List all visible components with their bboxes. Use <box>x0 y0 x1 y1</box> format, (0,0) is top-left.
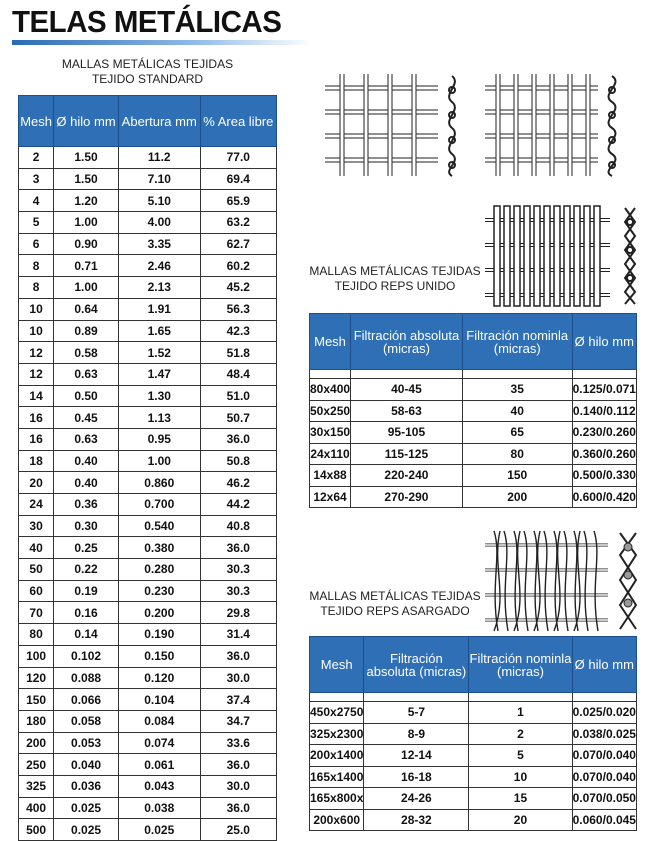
table-cell: 30.3 <box>200 580 276 602</box>
table-cell: 0.45 <box>54 407 119 429</box>
table-cell: 30 <box>19 515 54 537</box>
table-cell: 0.30 <box>54 515 119 537</box>
table-cell: 36.0 <box>200 428 276 450</box>
table-row <box>19 428 277 450</box>
table-cell: 12 <box>19 363 54 385</box>
table-row <box>310 379 637 401</box>
table-cell: 0.280 <box>118 559 200 581</box>
table-cell: 0.19 <box>54 580 119 602</box>
table-row <box>19 342 277 364</box>
column-header: Filtración absoluta (micras) <box>351 314 463 370</box>
table-cell: 48.4 <box>200 363 276 385</box>
table-row <box>19 515 277 537</box>
table-row <box>310 745 637 767</box>
table-cell: 63.2 <box>200 212 276 234</box>
table-cell: 120 <box>19 667 54 689</box>
table-cell: 50.8 <box>200 450 276 472</box>
table-cell: 25.0 <box>200 819 276 841</box>
table-cell: 1.00 <box>54 212 119 234</box>
table-cell: 42.3 <box>200 320 276 342</box>
table-row <box>310 486 637 508</box>
standard-title-line2: TEJIDO STANDARD <box>91 72 204 86</box>
table-cell: 3.35 <box>118 233 200 255</box>
table-cell: 20 <box>19 472 54 494</box>
table-row <box>310 422 637 444</box>
reps-unido-title-line1: MALLAS METÁLICAS TEJIDAS <box>309 264 481 278</box>
table-cell: 0.025/0.020 <box>572 702 636 724</box>
table-cell: 77.0 <box>200 147 276 169</box>
table-cell: 1.00 <box>118 450 200 472</box>
table-cell: 95-105 <box>351 422 463 444</box>
table-cell: 0.63 <box>54 363 119 385</box>
table-cell: 400 <box>19 797 54 819</box>
table-cell: 5-7 <box>364 702 469 724</box>
standard-table <box>18 95 277 841</box>
column-header: Mesh <box>310 637 364 693</box>
table-cell: 28-32 <box>364 809 469 831</box>
table-cell: 0.043 <box>118 775 200 797</box>
table-cell: 0.038/0.025 <box>572 723 636 745</box>
reps-asargado-table <box>309 636 637 831</box>
spacer-cell <box>469 693 572 702</box>
title-underline <box>12 40 312 45</box>
table-cell: 325 <box>19 775 54 797</box>
table-cell: 0.104 <box>118 689 200 711</box>
table-cell: 0.070/0.040 <box>572 745 636 767</box>
table-row <box>19 407 277 429</box>
table-cell: 2 <box>19 147 54 169</box>
reps-asargado-table-body <box>310 693 637 831</box>
table-row <box>19 797 277 819</box>
table-cell: 10 <box>19 320 54 342</box>
table-cell: 0.040 <box>54 754 119 776</box>
table-row <box>310 443 637 465</box>
table-row <box>310 702 637 724</box>
table-cell: 62.7 <box>200 233 276 255</box>
table-cell: 50.7 <box>200 407 276 429</box>
table-row <box>310 788 637 810</box>
table-cell: 0.190 <box>118 624 200 646</box>
table-cell: 0.36 <box>54 494 119 516</box>
table-cell: 0.95 <box>118 428 200 450</box>
table-cell: 10 <box>469 766 572 788</box>
table-cell: 100 <box>19 645 54 667</box>
reps-unido-title-line2: TEJIDO REPS UNIDO <box>334 279 456 293</box>
table-cell: 37.4 <box>200 689 276 711</box>
reps-asargado-weave-diagram <box>480 525 645 635</box>
table-cell: 36.0 <box>200 797 276 819</box>
table-cell: 0.16 <box>54 602 119 624</box>
page-title: TELAS METÁLICAS <box>12 4 282 39</box>
table-cell: 33.6 <box>200 732 276 754</box>
table-cell: 0.25 <box>54 537 119 559</box>
table-cell: 14x88 <box>310 465 351 487</box>
table-cell: 30.3 <box>200 559 276 581</box>
table-cell: 450x2750 <box>310 702 364 724</box>
table-cell: 0.230 <box>118 580 200 602</box>
spacer-row <box>310 370 637 379</box>
table-cell: 5 <box>19 212 54 234</box>
standard-table-body <box>19 147 277 841</box>
table-row <box>310 465 637 487</box>
table-cell: 60.2 <box>200 255 276 277</box>
table-cell: 0.63 <box>54 428 119 450</box>
table-cell: 6 <box>19 233 54 255</box>
standard-weave-diagram-2 <box>480 70 630 180</box>
table-cell: 30x150 <box>310 422 351 444</box>
table-cell: 1.91 <box>118 298 200 320</box>
table-cell: 14 <box>19 385 54 407</box>
spacer-cell <box>310 693 364 702</box>
table-cell: 0.070/0.040 <box>572 766 636 788</box>
column-header: Mesh <box>310 314 351 370</box>
table-row <box>19 689 277 711</box>
reps-asargado-title-line2: TEJIDO REPS ASARGADO <box>320 604 470 618</box>
table-cell: 18 <box>19 450 54 472</box>
table-cell: 20 <box>469 809 572 831</box>
table-row <box>310 723 637 745</box>
table-cell: 0.600/0.420 <box>572 486 636 508</box>
reps-unido-table-body <box>310 370 637 508</box>
table-cell: 2.13 <box>118 277 200 299</box>
table-cell: 0.125/0.071 <box>572 379 636 401</box>
table-cell: 150 <box>462 465 572 487</box>
table-cell: 1.65 <box>118 320 200 342</box>
reps-asargado-title-line1: MALLAS METÁLICAS TEJIDAS <box>309 589 481 603</box>
table-row <box>19 168 277 190</box>
table-cell: 24x110 <box>310 443 351 465</box>
reps-unido-table <box>309 313 637 508</box>
table-cell: 15 <box>469 788 572 810</box>
table-cell: 200x1400 <box>310 745 364 767</box>
table-cell: 16 <box>19 428 54 450</box>
table-cell: 1.13 <box>118 407 200 429</box>
table-cell: 0.058 <box>54 710 119 732</box>
table-cell: 44.2 <box>200 494 276 516</box>
table-cell: 0.084 <box>118 710 200 732</box>
spacer-cell <box>364 693 469 702</box>
standard-header-row <box>19 96 277 147</box>
table-row <box>19 775 277 797</box>
column-header: Filtración nominla (micras) <box>462 314 572 370</box>
column-header: Filtración absoluta (micras) <box>364 637 469 693</box>
table-cell: 3 <box>19 168 54 190</box>
table-row <box>19 602 277 624</box>
table-row <box>19 537 277 559</box>
table-cell: 51.8 <box>200 342 276 364</box>
table-row <box>19 472 277 494</box>
table-cell: 29.8 <box>200 602 276 624</box>
table-cell: 0.380 <box>118 537 200 559</box>
table-cell: 0.074 <box>118 732 200 754</box>
table-cell: 220-240 <box>351 465 463 487</box>
table-row <box>19 212 277 234</box>
table-cell: 0.540 <box>118 515 200 537</box>
table-cell: 0.71 <box>54 255 119 277</box>
table-row <box>19 645 277 667</box>
table-cell: 0.90 <box>54 233 119 255</box>
table-row <box>310 809 637 831</box>
table-cell: 0.360/0.260 <box>572 443 636 465</box>
table-cell: 1.00 <box>54 277 119 299</box>
column-header: Ø hilo mm <box>54 96 119 147</box>
table-cell: 35 <box>462 379 572 401</box>
table-cell: 200 <box>462 486 572 508</box>
table-cell: 0.230/0.260 <box>572 422 636 444</box>
table-row <box>310 400 637 422</box>
table-cell: 0.22 <box>54 559 119 581</box>
table-cell: 0.025 <box>54 819 119 841</box>
table-row <box>19 147 277 169</box>
table-cell: 65 <box>462 422 572 444</box>
table-row <box>19 819 277 841</box>
table-cell: 0.061 <box>118 754 200 776</box>
table-cell: 80 <box>19 624 54 646</box>
table-cell: 24-26 <box>364 788 469 810</box>
table-cell: 40-45 <box>351 379 463 401</box>
table-row <box>19 450 277 472</box>
table-cell: 0.025 <box>54 797 119 819</box>
table-cell: 1.30 <box>118 385 200 407</box>
table-cell: 325x2300 <box>310 723 364 745</box>
table-cell: 34.7 <box>200 710 276 732</box>
table-row <box>19 233 277 255</box>
table-row <box>19 710 277 732</box>
spacer-cell <box>310 370 351 379</box>
table-cell: 58-63 <box>351 400 463 422</box>
table-cell: 0.038 <box>118 797 200 819</box>
table-cell: 1.50 <box>54 168 119 190</box>
table-cell: 36.0 <box>200 645 276 667</box>
table-cell: 0.025 <box>118 819 200 841</box>
table-row <box>19 667 277 689</box>
spacer-cell <box>462 370 572 379</box>
table-cell: 180 <box>19 710 54 732</box>
table-row <box>19 494 277 516</box>
column-header: Abertura mm <box>118 96 200 147</box>
standard-title-line1: MALLAS METÁLICAS TEJIDAS <box>61 57 234 71</box>
standard-title <box>18 57 277 87</box>
table-cell: 36.0 <box>200 754 276 776</box>
table-row <box>19 754 277 776</box>
column-header: Filtración nominla (micras) <box>469 637 572 693</box>
table-cell: 1.20 <box>54 190 119 212</box>
table-row <box>19 580 277 602</box>
table-cell: 69.4 <box>200 168 276 190</box>
table-row <box>19 190 277 212</box>
table-cell: 0.150 <box>118 645 200 667</box>
table-row <box>19 385 277 407</box>
table-cell: 7.10 <box>118 168 200 190</box>
table-row <box>19 732 277 754</box>
table-row <box>19 363 277 385</box>
table-cell: 0.50 <box>54 385 119 407</box>
table-row <box>19 559 277 581</box>
spacer-row <box>310 693 637 702</box>
table-cell: 0.14 <box>54 624 119 646</box>
table-row <box>19 624 277 646</box>
table-cell: 11.2 <box>118 147 200 169</box>
table-row <box>19 277 277 299</box>
table-cell: 10 <box>19 298 54 320</box>
table-cell: 4 <box>19 190 54 212</box>
table-cell: 165x1400 <box>310 766 364 788</box>
column-header: % Area libre <box>200 96 276 147</box>
table-cell: 30.0 <box>200 775 276 797</box>
reps-asargado-header-row <box>310 637 637 693</box>
table-cell: 12 <box>19 342 54 364</box>
table-cell: 50 <box>19 559 54 581</box>
table-cell: 0.700 <box>118 494 200 516</box>
table-cell: 0.088 <box>54 667 119 689</box>
table-cell: 0.060/0.045 <box>572 809 636 831</box>
table-cell: 50x250 <box>310 400 351 422</box>
table-cell: 115-125 <box>351 443 463 465</box>
table-cell: 0.053 <box>54 732 119 754</box>
table-cell: 12-14 <box>364 745 469 767</box>
table-cell: 70 <box>19 602 54 624</box>
reps-unido-weave-diagram <box>480 200 645 310</box>
table-cell: 0.070/0.050 <box>572 788 636 810</box>
table-row <box>19 298 277 320</box>
table-cell: 24 <box>19 494 54 516</box>
table-cell: 8 <box>19 255 54 277</box>
table-cell: 8 <box>19 277 54 299</box>
table-cell: 250 <box>19 754 54 776</box>
table-cell: 65.9 <box>200 190 276 212</box>
table-cell: 16-18 <box>364 766 469 788</box>
table-cell: 0.140/0.112 <box>572 400 636 422</box>
table-cell: 36.0 <box>200 537 276 559</box>
table-cell: 51.0 <box>200 385 276 407</box>
table-cell: 0.64 <box>54 298 119 320</box>
standard-weave-diagram-1 <box>320 70 470 180</box>
table-cell: 0.200 <box>118 602 200 624</box>
table-cell: 200 <box>19 732 54 754</box>
table-row <box>19 255 277 277</box>
table-cell: 16 <box>19 407 54 429</box>
table-cell: 0.860 <box>118 472 200 494</box>
table-cell: 5 <box>469 745 572 767</box>
table-cell: 46.2 <box>200 472 276 494</box>
table-cell: 80 <box>462 443 572 465</box>
table-cell: 1.52 <box>118 342 200 364</box>
table-cell: 30.0 <box>200 667 276 689</box>
table-cell: 0.500/0.330 <box>572 465 636 487</box>
table-cell: 56.3 <box>200 298 276 320</box>
reps-unido-header-row <box>310 314 637 370</box>
table-cell: 0.58 <box>54 342 119 364</box>
table-cell: 0.40 <box>54 472 119 494</box>
table-row <box>19 320 277 342</box>
table-cell: 5.10 <box>118 190 200 212</box>
reps-asargado-title <box>300 589 490 619</box>
table-cell: 1 <box>469 702 572 724</box>
table-cell: 40 <box>462 400 572 422</box>
table-cell: 8-9 <box>364 723 469 745</box>
table-cell: 0.066 <box>54 689 119 711</box>
table-cell: 1.50 <box>54 147 119 169</box>
table-cell: 60 <box>19 580 54 602</box>
table-cell: 40 <box>19 537 54 559</box>
table-cell: 4.00 <box>118 212 200 234</box>
table-cell: 0.036 <box>54 775 119 797</box>
table-cell: 12x64 <box>310 486 351 508</box>
table-cell: 40.8 <box>200 515 276 537</box>
table-cell: 0.89 <box>54 320 119 342</box>
table-cell: 165x800x <box>310 788 364 810</box>
table-cell: 200x600 <box>310 809 364 831</box>
table-cell: 0.102 <box>54 645 119 667</box>
table-cell: 1.47 <box>118 363 200 385</box>
table-row <box>310 766 637 788</box>
spacer-cell <box>572 693 636 702</box>
table-cell: 500 <box>19 819 54 841</box>
column-header: Ø hilo mm <box>572 314 636 370</box>
spacer-cell <box>351 370 463 379</box>
column-header: Mesh <box>19 96 54 147</box>
table-cell: 2.46 <box>118 255 200 277</box>
table-cell: 2 <box>469 723 572 745</box>
table-cell: 0.40 <box>54 450 119 472</box>
column-header: Ø hilo mm <box>572 637 636 693</box>
spacer-cell <box>572 370 636 379</box>
table-cell: 150 <box>19 689 54 711</box>
table-cell: 80x400 <box>310 379 351 401</box>
table-cell: 270-290 <box>351 486 463 508</box>
table-cell: 0.120 <box>118 667 200 689</box>
table-cell: 31.4 <box>200 624 276 646</box>
reps-unido-title <box>300 264 490 294</box>
table-cell: 45.2 <box>200 277 276 299</box>
